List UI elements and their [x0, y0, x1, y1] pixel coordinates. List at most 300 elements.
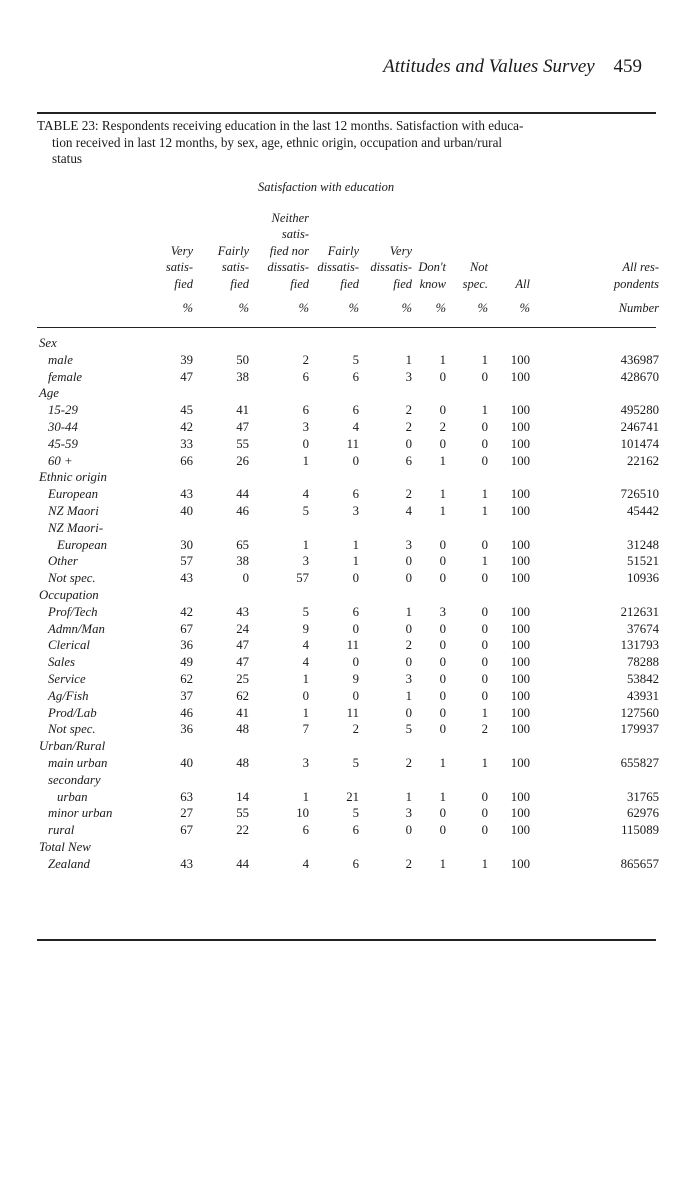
- row-label: Ethnic origin: [39, 470, 107, 485]
- table-cell: 49: [180, 655, 193, 670]
- column-header: [166, 243, 193, 292]
- table-group-heading: [0, 386, 700, 403]
- table-cell: 3: [439, 604, 446, 619]
- row-label: Clerical: [48, 638, 90, 653]
- table-cell: 100: [510, 671, 530, 686]
- table-cell: 0: [481, 806, 488, 821]
- row-label: female: [48, 369, 83, 384]
- table-cell: 0: [439, 638, 446, 653]
- row-label: main urban: [48, 755, 108, 770]
- table-cell: 0: [481, 638, 488, 653]
- table-row: [0, 706, 700, 723]
- table-cell: 1: [481, 755, 488, 770]
- column-header-line: satis-: [165, 260, 193, 275]
- running-title: Attitudes and Values Survey: [383, 56, 595, 77]
- row-label: European: [57, 537, 107, 552]
- table-cell: 2: [302, 352, 309, 367]
- table-cell: 46: [236, 503, 249, 518]
- table-cell: 9: [352, 671, 359, 686]
- table-cell: 0: [405, 823, 412, 838]
- table-cell: 2: [481, 722, 488, 737]
- table-group-heading: [0, 739, 700, 756]
- table-cell: 101474: [620, 436, 659, 451]
- table-cell: 3: [405, 537, 412, 552]
- table-cell: 100: [510, 621, 530, 636]
- table-cell: 100: [510, 537, 530, 552]
- table-row: [0, 823, 700, 840]
- table-cell: 3: [302, 554, 309, 569]
- table-row: [0, 487, 700, 504]
- table-cell: 43: [180, 571, 193, 586]
- column-header-line: fied: [230, 276, 249, 291]
- table-cell: 4: [302, 487, 309, 502]
- caption-line: tion received in last 12 months, by sex, age, ethnic origin, occupation and urban/rural: [52, 134, 503, 150]
- table-cell: 436987: [620, 352, 659, 367]
- table-cell: 127560: [620, 705, 659, 720]
- table-cell: 6: [352, 823, 359, 838]
- table-cell: 62: [236, 688, 249, 703]
- table-cell: 2: [405, 403, 412, 418]
- table-cell: 27: [180, 806, 193, 821]
- table-cell: 100: [510, 554, 530, 569]
- column-header: [614, 259, 659, 292]
- table-cell: 5: [405, 722, 412, 737]
- table-cell: 0: [481, 537, 488, 552]
- table-cell: 3: [302, 755, 309, 770]
- table-cell: 0: [481, 823, 488, 838]
- table-cell: 6: [352, 487, 359, 502]
- table-cell: 37674: [627, 621, 659, 636]
- row-label: 45-59: [48, 436, 78, 451]
- table-cell: 45: [180, 403, 193, 418]
- table-cell: 2: [405, 856, 412, 871]
- table-cell: 0: [439, 705, 446, 720]
- table-cell: 0: [405, 705, 412, 720]
- table-cell: 48: [236, 722, 249, 737]
- table-cell: 42: [180, 419, 193, 434]
- table-cell: 100: [510, 638, 530, 653]
- column-header-line: Very: [389, 243, 412, 258]
- table-cell: 0: [481, 688, 488, 703]
- table-cell: 4: [302, 638, 309, 653]
- table-cell: 100: [510, 419, 530, 434]
- table-cell: 0: [439, 655, 446, 670]
- table-cell: 39: [180, 352, 193, 367]
- table-row: [0, 370, 700, 387]
- table-cell: 115089: [621, 823, 659, 838]
- table-cell: 428670: [620, 369, 659, 384]
- table-row: [0, 622, 700, 639]
- table-cell: 100: [510, 806, 530, 821]
- column-unit: %: [298, 301, 309, 315]
- table-cell: 25: [236, 671, 249, 686]
- row-label: NZ Maori: [48, 503, 99, 518]
- table-cell: 0: [405, 554, 412, 569]
- table-cell: 47: [236, 638, 249, 653]
- table-cell: 1: [405, 789, 412, 804]
- table-cell: 37: [180, 688, 193, 703]
- table-cell: 100: [510, 823, 530, 838]
- column-unit: %: [401, 301, 412, 315]
- row-label: urban: [57, 789, 88, 804]
- column-header-line: fied: [340, 276, 359, 291]
- table-cell: 6: [302, 403, 309, 418]
- table-cell: 100: [510, 755, 530, 770]
- table-cell: 42: [180, 604, 193, 619]
- table-cell: 1: [405, 604, 412, 619]
- table-cell: 43: [180, 856, 193, 871]
- table-cell: 6: [352, 856, 359, 871]
- table-group-heading: [0, 521, 700, 538]
- table-cell: 6: [352, 403, 359, 418]
- table-cell: 0: [439, 688, 446, 703]
- table-cell: 212631: [620, 604, 659, 619]
- table-cell: 100: [510, 436, 530, 451]
- table-cell: 65: [236, 537, 249, 552]
- table-cell: 246741: [620, 419, 659, 434]
- table-cell: 2: [439, 419, 446, 434]
- table-row: [0, 420, 700, 437]
- table-cell: 0: [352, 571, 359, 586]
- table-cell: 0: [302, 688, 309, 703]
- table-cell: 0: [439, 823, 446, 838]
- table-cell: 38: [236, 554, 249, 569]
- table-cell: 5: [352, 352, 359, 367]
- table-cell: 67: [180, 621, 193, 636]
- table-cell: 11: [346, 705, 359, 720]
- table-cell: 21: [346, 789, 359, 804]
- column-header-line: satis-: [221, 260, 249, 275]
- table-cell: 10936: [627, 571, 659, 586]
- table-cell: 1: [302, 453, 309, 468]
- table-cell: 31765: [627, 789, 659, 804]
- table-cell: 3: [302, 419, 309, 434]
- table-cell: 41: [236, 403, 249, 418]
- column-unit: %: [519, 301, 530, 315]
- table-cell: 0: [439, 621, 446, 636]
- table-cell: 22: [236, 823, 249, 838]
- table-cell: 55: [236, 436, 249, 451]
- column-header-line: dissatis-: [267, 260, 309, 275]
- caption-line: status: [52, 151, 83, 166]
- column-header-line: fied nor: [269, 243, 309, 258]
- table-cell: 51521: [627, 554, 659, 569]
- table-cell: 100: [510, 604, 530, 619]
- table-cell: 2: [405, 638, 412, 653]
- table-cell: 62976: [627, 806, 659, 821]
- row-label: male: [48, 352, 73, 367]
- column-unit: %: [477, 301, 488, 315]
- column-header-line: know: [419, 276, 446, 291]
- table-row: [0, 655, 700, 672]
- table-cell: 100: [510, 688, 530, 703]
- column-header: [218, 243, 249, 292]
- table-cell: 3: [405, 806, 412, 821]
- table-cell: 1: [439, 352, 446, 367]
- table-row: [0, 554, 700, 571]
- table-cell: 0: [439, 806, 446, 821]
- table-cell: 655827: [620, 755, 659, 770]
- table-top-rule: [37, 112, 656, 114]
- table-cell: 1: [439, 789, 446, 804]
- table-cell: 36: [180, 722, 193, 737]
- table-cell: 495280: [620, 403, 659, 418]
- table-cell: 57: [296, 571, 309, 586]
- table-cell: 0: [439, 403, 446, 418]
- table-cell: 0: [481, 571, 488, 586]
- table-cell: 1: [352, 554, 359, 569]
- table-cell: 43: [180, 487, 193, 502]
- table-cell: 4: [302, 655, 309, 670]
- table-cell: 0: [352, 453, 359, 468]
- table-cell: 0: [481, 419, 488, 434]
- row-label: Prod/Lab: [48, 705, 97, 720]
- column-header-line: Neither: [271, 211, 309, 225]
- table-cell: 0: [352, 655, 359, 670]
- table-row: [0, 790, 700, 807]
- table-cell: 0: [439, 671, 446, 686]
- table-cell: 48: [236, 755, 249, 770]
- table-cell: 1: [439, 487, 446, 502]
- table-cell: 66: [180, 453, 193, 468]
- table-row: [0, 454, 700, 471]
- column-unit: %: [348, 301, 359, 315]
- table-cell: 47: [236, 655, 249, 670]
- table-cell: 4: [405, 503, 412, 518]
- table-cell: 865657: [620, 856, 659, 871]
- table-cell: 44: [236, 856, 249, 871]
- table-group-heading: [0, 470, 700, 487]
- table-cell: 3: [352, 503, 359, 518]
- table-cell: 100: [510, 655, 530, 670]
- table-cell: 1: [302, 705, 309, 720]
- table-cell: 0: [352, 621, 359, 636]
- page-number: 459: [613, 56, 642, 77]
- column-header-line: Fairly: [327, 243, 359, 258]
- table-cell: 10: [296, 806, 309, 821]
- table-cell: 44: [236, 487, 249, 502]
- row-label: Sex: [39, 336, 57, 350]
- table-cell: 100: [510, 403, 530, 418]
- running-header: [383, 56, 642, 78]
- table-cell: 1: [481, 856, 488, 871]
- column-header-line: dissatis-: [317, 260, 359, 275]
- table-cell: 100: [510, 705, 530, 720]
- table-cell: 31248: [627, 537, 659, 552]
- table-cell: 6: [352, 369, 359, 384]
- column-header-line: Not: [469, 260, 488, 275]
- table-cell: 1: [481, 352, 488, 367]
- row-label: Service: [48, 671, 86, 686]
- column-header-line: Very: [170, 243, 193, 258]
- table-bottom-rule: [37, 939, 656, 941]
- table-cell: 1: [481, 403, 488, 418]
- table-cell: 0: [439, 537, 446, 552]
- row-label: Zealand: [48, 856, 90, 871]
- column-header: [463, 259, 488, 292]
- table-cell: 0: [481, 369, 488, 384]
- row-label: Ag/Fish: [48, 688, 89, 703]
- table-cell: 0: [302, 436, 309, 451]
- column-header-line: satis-: [281, 227, 309, 242]
- column-header-line: pondents: [613, 276, 659, 291]
- table-cell: 43931: [627, 688, 659, 703]
- table-cell: 0: [439, 554, 446, 569]
- table-cell: 0: [405, 571, 412, 586]
- caption-line: TABLE 23: Respondents receiving education in the last 12 months. Satisfaction with educa-: [37, 118, 524, 133]
- table-cell: 2: [352, 722, 359, 737]
- table-cell: 57: [180, 554, 193, 569]
- table-cell: 0: [481, 453, 488, 468]
- table-cell: 41: [236, 705, 249, 720]
- column-header-line: spec.: [462, 276, 488, 291]
- table-cell: 0: [242, 571, 249, 586]
- row-label: 60 +: [48, 453, 73, 468]
- table-cell: 0: [439, 722, 446, 737]
- table-cell: 5: [352, 806, 359, 821]
- table-cell: 100: [510, 369, 530, 384]
- table-group-heading: [0, 588, 700, 605]
- table-cell: 1: [439, 755, 446, 770]
- table-cell: 4: [302, 856, 309, 871]
- table-cell: 1: [481, 487, 488, 502]
- column-header-line: dissatis-: [370, 260, 412, 275]
- column-header: [317, 243, 359, 292]
- table-cell: 1: [439, 856, 446, 871]
- table-row: [0, 756, 700, 773]
- table-cell: 26: [236, 453, 249, 468]
- table-cell: 53842: [627, 671, 659, 686]
- table-cell: 0: [439, 369, 446, 384]
- table-row: [0, 605, 700, 622]
- row-label: Prof/Tech: [48, 604, 98, 619]
- table-row: [0, 538, 700, 555]
- column-unit: %: [182, 301, 193, 315]
- row-label: Urban/Rural: [39, 739, 106, 754]
- table-cell: 3: [405, 369, 412, 384]
- table-cell: 1: [405, 352, 412, 367]
- table-group-heading: [0, 773, 700, 790]
- row-label: minor urban: [48, 806, 113, 821]
- row-label: 30-44: [48, 419, 78, 434]
- table-group-heading: [0, 840, 700, 857]
- table-cell: 11: [346, 638, 359, 653]
- row-label: European: [48, 487, 98, 502]
- column-header: [515, 276, 530, 292]
- row-label: Sales: [48, 655, 76, 670]
- table-row: [0, 638, 700, 655]
- table-cell: 63: [180, 789, 193, 804]
- table-cell: 1: [439, 503, 446, 518]
- table-cell: 4: [352, 419, 359, 434]
- table-row: [0, 437, 700, 454]
- table-row: [0, 689, 700, 706]
- table-cell: 38: [236, 369, 249, 384]
- table-cell: 62: [180, 671, 193, 686]
- table-cell: 43: [236, 604, 249, 619]
- row-label: Age: [39, 386, 59, 401]
- table-cell: 131793: [620, 638, 659, 653]
- table-row: [0, 857, 700, 874]
- table-cell: 1: [405, 688, 412, 703]
- table-cell: 100: [510, 722, 530, 737]
- table-cell: 100: [510, 789, 530, 804]
- column-header-line: fied: [393, 276, 412, 291]
- table-cell: 1: [302, 671, 309, 686]
- column-unit: %: [435, 301, 446, 315]
- table-cell: 100: [510, 487, 530, 502]
- table-cell: 46: [180, 705, 193, 720]
- table-cell: 100: [510, 503, 530, 518]
- table-cell: 2: [405, 419, 412, 434]
- table-caption: [37, 118, 659, 168]
- table-cell: 2: [405, 755, 412, 770]
- table-cell: 0: [405, 436, 412, 451]
- table-body: [0, 336, 700, 874]
- table-cell: 1: [481, 705, 488, 720]
- column-header-line: fied: [290, 276, 309, 291]
- column-header: [418, 259, 446, 292]
- table-cell: 100: [510, 856, 530, 871]
- column-header-line: fied: [174, 276, 193, 291]
- table-cell: 33: [180, 436, 193, 451]
- table-cell: 22162: [627, 453, 659, 468]
- table-cell: 6: [352, 604, 359, 619]
- table-cell: 7: [302, 722, 309, 737]
- table-cell: 0: [439, 436, 446, 451]
- table-cell: 36: [180, 638, 193, 653]
- column-spanner: Satisfaction with education: [258, 180, 395, 194]
- table-cell: 3: [405, 671, 412, 686]
- table-row: [0, 571, 700, 588]
- row-label: Not spec.: [48, 571, 96, 586]
- table-cell: 47: [236, 419, 249, 434]
- table-row: [0, 403, 700, 420]
- table-cell: 1: [481, 554, 488, 569]
- column-header-line: All res-: [622, 260, 659, 275]
- row-label: Admn/Man: [48, 621, 105, 636]
- table-cell: 0: [481, 436, 488, 451]
- table-cell: 0: [405, 621, 412, 636]
- row-label: Total New: [39, 839, 91, 854]
- table-cell: 0: [439, 571, 446, 586]
- column-header-line: Don't: [418, 260, 446, 275]
- table-cell: 100: [510, 352, 530, 367]
- table-cell: 5: [352, 755, 359, 770]
- table-cell: 24: [236, 621, 249, 636]
- table-cell: 6: [302, 823, 309, 838]
- row-label: NZ Maori-: [48, 520, 104, 535]
- column-header: [267, 210, 309, 292]
- table-cell: 30: [180, 537, 193, 552]
- table-cell: 14: [236, 789, 249, 804]
- row-label: Not spec.: [48, 722, 96, 737]
- table-cell: 100: [510, 453, 530, 468]
- table-cell: 0: [481, 655, 488, 670]
- table-cell: 1: [302, 789, 309, 804]
- header-rule: [37, 327, 656, 328]
- table-cell: 9: [302, 621, 309, 636]
- table-cell: 100: [510, 571, 530, 586]
- column-unit: %: [238, 301, 249, 315]
- table-cell: 45442: [627, 503, 659, 518]
- table-cell: 0: [481, 604, 488, 619]
- table-cell: 1: [481, 503, 488, 518]
- table-row: [0, 353, 700, 370]
- table-cell: 726510: [620, 487, 659, 502]
- table-cell: 40: [180, 503, 193, 518]
- table-cell: 179937: [620, 722, 659, 737]
